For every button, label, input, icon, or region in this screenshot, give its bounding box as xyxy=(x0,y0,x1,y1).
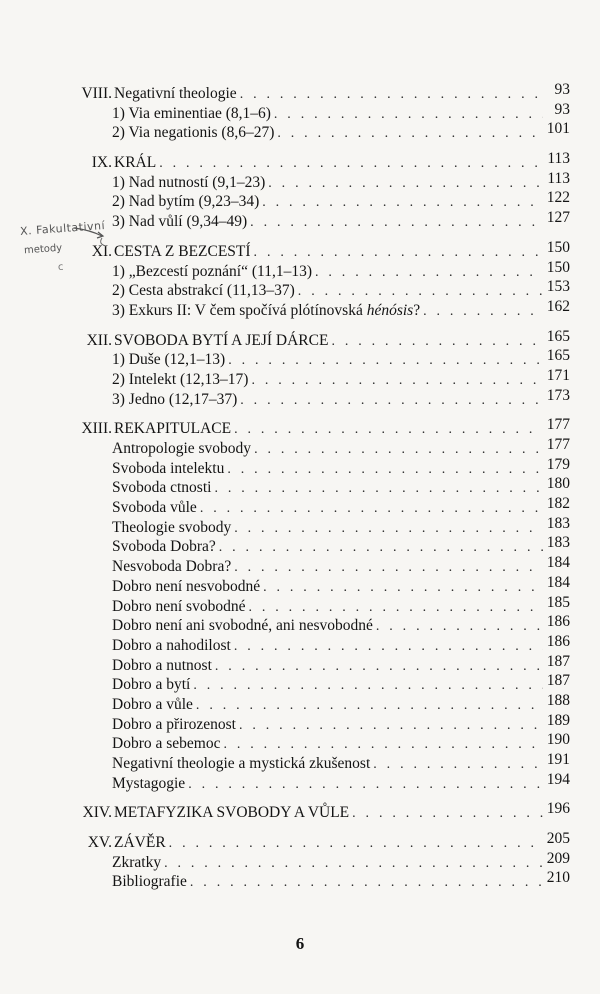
item-page-number: 186 xyxy=(546,632,570,650)
toc-entry xyxy=(112,597,543,618)
toc-item-row xyxy=(0,869,600,892)
item-title: 2) Via negationis (8,6–27) xyxy=(112,124,275,142)
toc-entry xyxy=(114,803,543,824)
item-title-prefix: 3) Exkurs II: V čem spočívá plótínovská xyxy=(112,301,367,319)
section-title: METAFYZIKA SVOBODY A VŮLE xyxy=(114,804,350,822)
toc-entry xyxy=(112,675,543,696)
item-title: Bibliografie xyxy=(112,873,187,891)
item-page-number: 93 xyxy=(554,100,570,118)
toc-section-row xyxy=(0,150,600,173)
section-title: KRÁL xyxy=(114,154,157,172)
toc-item-row xyxy=(0,169,600,193)
section-page-number: 196 xyxy=(546,800,570,818)
item-page-number: 187 xyxy=(546,652,570,670)
dot-leader xyxy=(352,804,543,824)
dot-leader xyxy=(277,124,543,144)
dot-leader xyxy=(263,578,543,598)
toc-section-row xyxy=(0,830,600,853)
toc-entry xyxy=(112,577,543,598)
dot-leader xyxy=(227,460,543,480)
toc-entry xyxy=(112,518,543,539)
handwritten-arrow-icon xyxy=(72,222,108,248)
table-of-contents xyxy=(0,81,600,892)
dot-leader xyxy=(234,558,543,578)
dot-leader xyxy=(214,479,543,499)
dot-leader xyxy=(254,440,543,460)
toc-item-row xyxy=(0,100,600,124)
dot-leader xyxy=(193,676,543,696)
dot-leader xyxy=(228,351,543,371)
section-title: ZÁVĚR xyxy=(114,834,166,852)
section-page-number: 150 xyxy=(546,238,570,256)
item-page-number: 183 xyxy=(546,534,570,552)
item-page-number: 194 xyxy=(546,770,570,788)
item-page-number: 177 xyxy=(546,436,570,453)
item-page-number: 184 xyxy=(546,573,570,591)
toc-item-row xyxy=(0,495,600,518)
item-page-number: 101 xyxy=(546,120,570,138)
item-title: Zkratky xyxy=(112,853,162,871)
item-title-italic: hénósis xyxy=(366,301,414,319)
toc-entry xyxy=(112,872,543,893)
toc-entry xyxy=(112,192,543,213)
handwritten-note-1: X. Fakultativní xyxy=(19,219,106,238)
dot-leader xyxy=(373,755,543,775)
section-gap xyxy=(0,321,600,331)
toc-entry xyxy=(114,833,543,854)
item-page-number: 188 xyxy=(546,691,570,709)
toc-entry xyxy=(112,557,543,578)
section-numeral: XII. xyxy=(86,331,112,349)
toc-section-row xyxy=(0,81,600,104)
toc-item-row xyxy=(0,711,600,735)
dot-leader xyxy=(234,420,543,440)
item-page-number: 180 xyxy=(546,475,570,493)
item-title: Dobro a nutnost xyxy=(112,656,212,674)
item-title: Nesvoboda Dobra? xyxy=(112,558,232,576)
item-title xyxy=(112,301,423,321)
toc-item-row xyxy=(0,436,600,459)
toc-item-row xyxy=(0,632,600,656)
item-title: 1) Via eminentiae (8,1–6) xyxy=(112,104,271,122)
item-page-number: 171 xyxy=(546,366,570,384)
toc-item-row xyxy=(0,386,600,410)
section-gap xyxy=(0,409,600,419)
item-title: Negativní theologie a mystická zkušenost xyxy=(112,755,371,772)
toc-entry xyxy=(112,754,543,775)
dot-leader xyxy=(239,716,543,736)
section-page-number: 165 xyxy=(546,327,570,345)
item-page-number: 113 xyxy=(547,169,570,187)
section-gap xyxy=(0,793,600,803)
toc-item-row xyxy=(0,120,600,143)
toc-entry xyxy=(112,390,543,411)
toc-item-row xyxy=(0,691,600,715)
item-title: 2) Intelekt (12,13–17) xyxy=(112,370,249,388)
item-page-number: 182 xyxy=(546,495,570,513)
toc-item-row xyxy=(0,347,600,370)
item-title: 3) Jedno (12,17–37) xyxy=(112,390,238,408)
dot-leader xyxy=(248,598,543,618)
item-title: Antropologie svobody xyxy=(112,440,252,457)
item-page-number: 210 xyxy=(546,869,570,887)
toc-item-row xyxy=(0,672,600,695)
toc-section-row xyxy=(0,327,600,351)
toc-entry xyxy=(114,84,543,105)
section-numeral: XIII. xyxy=(81,420,112,438)
toc-entry xyxy=(112,774,543,795)
toc-section-row xyxy=(0,800,600,823)
item-page-number: 191 xyxy=(546,751,570,768)
dot-leader xyxy=(159,154,543,174)
toc-item-row xyxy=(0,731,600,754)
dot-leader xyxy=(219,538,543,558)
toc-entry xyxy=(112,656,543,677)
item-page-number: 187 xyxy=(546,672,570,690)
item-title: Dobro není ani svobodné, ani nesvobodné xyxy=(112,617,373,635)
item-title: Mystagogie xyxy=(112,774,186,792)
toc-entry xyxy=(112,695,543,716)
toc-entry xyxy=(114,419,543,440)
item-title: Svoboda vůle xyxy=(112,499,197,517)
dot-leader xyxy=(254,243,543,263)
toc-entry xyxy=(112,104,543,125)
item-page-number: 127 xyxy=(546,209,570,227)
toc-entry xyxy=(112,537,543,558)
toc-entry xyxy=(112,636,543,657)
toc-entry xyxy=(114,153,543,174)
dot-leader xyxy=(274,105,543,125)
dot-leader xyxy=(196,696,543,716)
item-title: Dobro není nesvobodné xyxy=(112,577,261,595)
toc-entry xyxy=(112,498,543,519)
toc-item-row xyxy=(0,297,600,321)
item-title: Svoboda intelektu xyxy=(112,459,225,477)
item-page-number: 173 xyxy=(546,386,570,404)
item-title: Dobro a bytí xyxy=(112,676,191,694)
section-numeral: XI. xyxy=(91,242,112,260)
toc-item-row xyxy=(0,770,600,794)
item-title: 1) Nad nutností (9,1–23) xyxy=(112,173,266,191)
dot-leader xyxy=(298,282,543,302)
toc-entry xyxy=(112,370,543,391)
section-title: REKAPITULACE xyxy=(114,420,232,438)
dot-leader xyxy=(240,85,543,105)
item-title: Dobro a přirozenost xyxy=(112,715,236,733)
dot-leader xyxy=(164,854,543,874)
section-page-number: 205 xyxy=(546,830,570,848)
item-page-number: 183 xyxy=(546,514,570,532)
item-title: Theologie svobody xyxy=(112,518,232,536)
item-page-number: 190 xyxy=(546,731,570,749)
toc-entry xyxy=(114,331,543,352)
toc-item-row xyxy=(0,514,600,538)
toc-entry xyxy=(112,734,543,755)
dot-leader xyxy=(200,499,543,519)
toc-entry xyxy=(112,439,543,460)
item-page-number: 153 xyxy=(546,278,570,296)
toc-entry xyxy=(112,459,543,480)
toc-entry xyxy=(112,173,543,194)
item-title: Svoboda Dobra? xyxy=(112,538,216,556)
item-title: 1) Duše (12,1–13) xyxy=(112,351,226,369)
section-title: SVOBODA BYTÍ A JEJÍ DÁRCE xyxy=(114,331,329,349)
toc-entry xyxy=(112,212,543,233)
toc-item-row xyxy=(0,278,600,301)
dot-leader xyxy=(188,775,543,795)
toc-entry xyxy=(114,242,543,263)
item-page-number: 185 xyxy=(546,593,570,611)
section-gap xyxy=(0,823,600,833)
toc-item-row xyxy=(0,554,600,577)
dot-leader xyxy=(215,657,543,677)
dot-leader xyxy=(376,617,543,637)
item-title: 1) „Bezcestí poznání“ (11,1–13) xyxy=(112,262,312,280)
toc-entry xyxy=(112,301,543,322)
item-title: Dobro není svobodné xyxy=(112,597,246,615)
dot-leader xyxy=(268,174,543,194)
dot-leader xyxy=(250,213,543,233)
dot-leader xyxy=(234,637,543,657)
toc-entry xyxy=(112,715,543,736)
dot-leader xyxy=(240,391,543,411)
dot-leader xyxy=(234,519,543,539)
item-title: 2) Cesta abstrakcí (11,13–37) xyxy=(112,282,295,300)
item-page-number: 209 xyxy=(546,849,570,867)
handwritten-note-2: metody xyxy=(23,242,63,257)
dot-leader xyxy=(315,263,543,283)
item-title: Svoboda ctnosti xyxy=(112,479,212,497)
toc-item-row xyxy=(0,366,600,390)
toc-entry xyxy=(112,281,543,302)
item-page-number: 165 xyxy=(546,347,570,365)
toc-entry xyxy=(112,262,543,283)
item-title: Dobro a sebemoc xyxy=(112,735,221,753)
dot-leader xyxy=(190,873,543,893)
toc-item-row xyxy=(0,849,600,873)
section-title: Negativní theologie xyxy=(114,85,237,102)
item-page-number: 184 xyxy=(546,554,570,572)
item-page-number: 122 xyxy=(546,189,570,207)
toc-item-row xyxy=(0,613,600,636)
handwritten-note-3: c xyxy=(57,261,64,274)
toc-item-row xyxy=(0,189,600,212)
section-page-number: 177 xyxy=(546,416,570,434)
toc-item-row xyxy=(0,455,600,479)
item-page-number: 179 xyxy=(546,455,570,473)
toc-entry xyxy=(112,350,543,371)
item-page-number: 189 xyxy=(546,711,570,729)
item-page-number: 186 xyxy=(546,613,570,631)
dot-leader xyxy=(251,371,543,391)
toc-section-row xyxy=(0,416,600,439)
dot-leader xyxy=(331,332,543,352)
section-title: CESTA Z BEZCESTÍ xyxy=(114,242,251,260)
toc-entry xyxy=(112,123,543,144)
item-title: Dobro a nahodilost xyxy=(112,636,231,654)
toc-item-row xyxy=(0,652,600,676)
toc-item-row xyxy=(0,534,600,557)
section-page-number: 93 xyxy=(554,81,570,98)
page-number: 6 xyxy=(295,934,305,953)
section-numeral: VIII. xyxy=(81,85,112,102)
item-title-suffix: ? xyxy=(413,301,421,319)
toc-item-row xyxy=(0,475,600,498)
section-numeral: XV. xyxy=(87,834,112,852)
section-gap xyxy=(0,143,600,153)
toc-entry xyxy=(112,478,543,499)
item-page-number: 150 xyxy=(546,258,570,276)
dot-leader xyxy=(262,193,543,213)
toc-item-row xyxy=(0,751,600,774)
toc-item-row xyxy=(0,593,600,617)
section-numeral: IX. xyxy=(91,154,112,172)
section-page-number: 113 xyxy=(547,150,570,168)
dot-leader xyxy=(223,735,543,755)
toc-entry xyxy=(112,853,543,874)
toc-entry xyxy=(112,616,543,637)
section-numeral: XIV. xyxy=(82,804,112,822)
item-title: 3) Nad vůlí (9,34–49) xyxy=(112,213,248,231)
item-title: Dobro a vůle xyxy=(112,695,193,713)
toc-item-row xyxy=(0,258,600,282)
item-page-number: 162 xyxy=(546,297,570,315)
item-title: 2) Nad bytím (9,23–34) xyxy=(112,193,260,211)
dot-leader xyxy=(169,834,543,854)
toc-item-row xyxy=(0,573,600,597)
